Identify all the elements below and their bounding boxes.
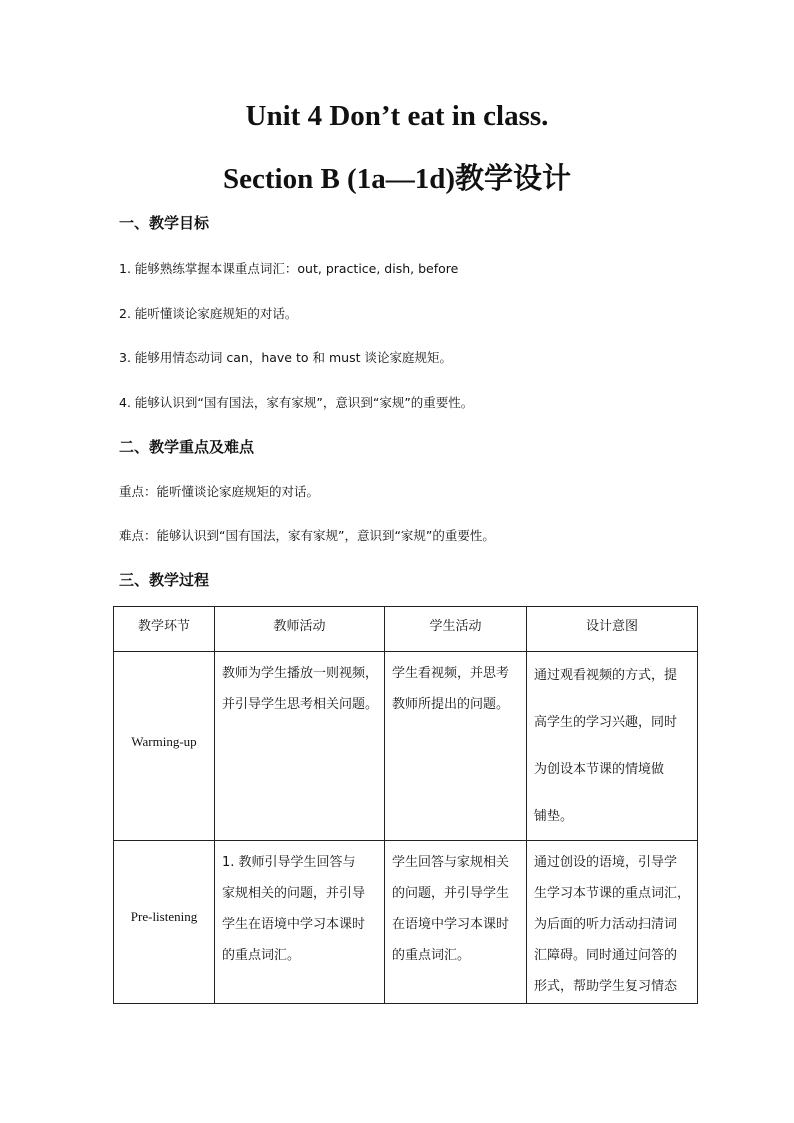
header-student-activity: 学生活动 (385, 607, 527, 652)
cell-line: 铺垫。 (534, 809, 574, 824)
cell-line: 1. 教师引导学生回答与 (222, 855, 356, 870)
cell-line: 为创设本节课的情境做 (534, 762, 665, 777)
header-teacher-activity: 教师活动 (215, 607, 385, 652)
cell-line: 学生回答与家规相关 (392, 855, 510, 870)
cell-line: 生学习本节课的重点词汇， (534, 886, 691, 901)
stage-cell (114, 652, 215, 841)
design-intent-cell (527, 652, 698, 841)
cell-line: 汇障碍。同时通过问答的 (534, 948, 678, 963)
cell-line: 的问题，并引导学生 (392, 886, 510, 901)
objective-item-3: 3. 能够用情态动词 can，have to 和 must 谈论家庭规矩。 (119, 350, 452, 365)
difficult-point-text: 难点：能够认识到“国有国法，家有家规”，意识到“家规”的重要性。 (119, 528, 495, 543)
cell-line: 形式，帮助学生复习情态 (534, 979, 678, 994)
cell-line: 学生看视频，并思考 (392, 666, 510, 681)
table-row (114, 652, 698, 841)
cell-line: 的重点词汇。 (392, 948, 471, 963)
teacher-activity-cell (215, 652, 385, 841)
student-activity-cell (385, 652, 527, 841)
cell-line: 为后面的听力活动扫清词 (534, 917, 678, 932)
header-stage: 教学环节 (114, 607, 215, 652)
cell-line: 通过创设的语境，引导学 (534, 855, 678, 870)
student-activity-cell (385, 841, 527, 1004)
cell-line: 学生在语境中学习本课时 (222, 917, 366, 932)
objective-item-4: 4. 能够认识到“国有国法，家有家规”，意识到“家规”的重要性。 (119, 395, 474, 410)
document-title: Unit 4 Don’t eat in class. (245, 100, 549, 132)
stage-cell (114, 841, 215, 1004)
design-intent-cell (527, 841, 698, 1004)
stage-label: Pre-listening (130, 909, 198, 924)
document-subtitle: Section B (1a—1d)教学设计 (222, 163, 571, 195)
cell-line: 教师为学生播放一则视频， (222, 666, 379, 681)
objective-item-1: 1. 能够熟练掌握本课重点词汇：out, practice, dish, before (119, 261, 459, 276)
cell-line: 的重点词汇。 (222, 948, 301, 963)
table-row (114, 841, 698, 1004)
section-heading-key-points: 二、教学重点及难点 (119, 438, 255, 456)
cell-line: 通过观看视频的方式，提 (534, 668, 678, 683)
section-heading-objectives: 一、教学目标 (119, 214, 210, 232)
key-point-text: 重点：能听懂谈论家庭规矩的对话。 (119, 484, 320, 499)
objective-item-2: 2. 能听懂谈论家庭规矩的对话。 (119, 306, 298, 321)
table-header-row (114, 607, 698, 652)
teacher-activity-cell (215, 841, 385, 1004)
cell-line: 高学生的学习兴趣，同时 (534, 715, 678, 730)
section-heading-process: 三、教学过程 (119, 571, 210, 589)
cell-line: 并引导学生思考相关问题。 (222, 697, 379, 712)
teaching-process-table (113, 606, 698, 1004)
stage-label: Warming-up (131, 734, 197, 749)
cell-line: 家规相关的问题，并引导 (222, 886, 366, 901)
cell-line: 在语境中学习本课时 (392, 917, 510, 932)
header-design-intent: 设计意图 (527, 607, 698, 652)
cell-line: 教师所提出的问题。 (392, 697, 510, 712)
